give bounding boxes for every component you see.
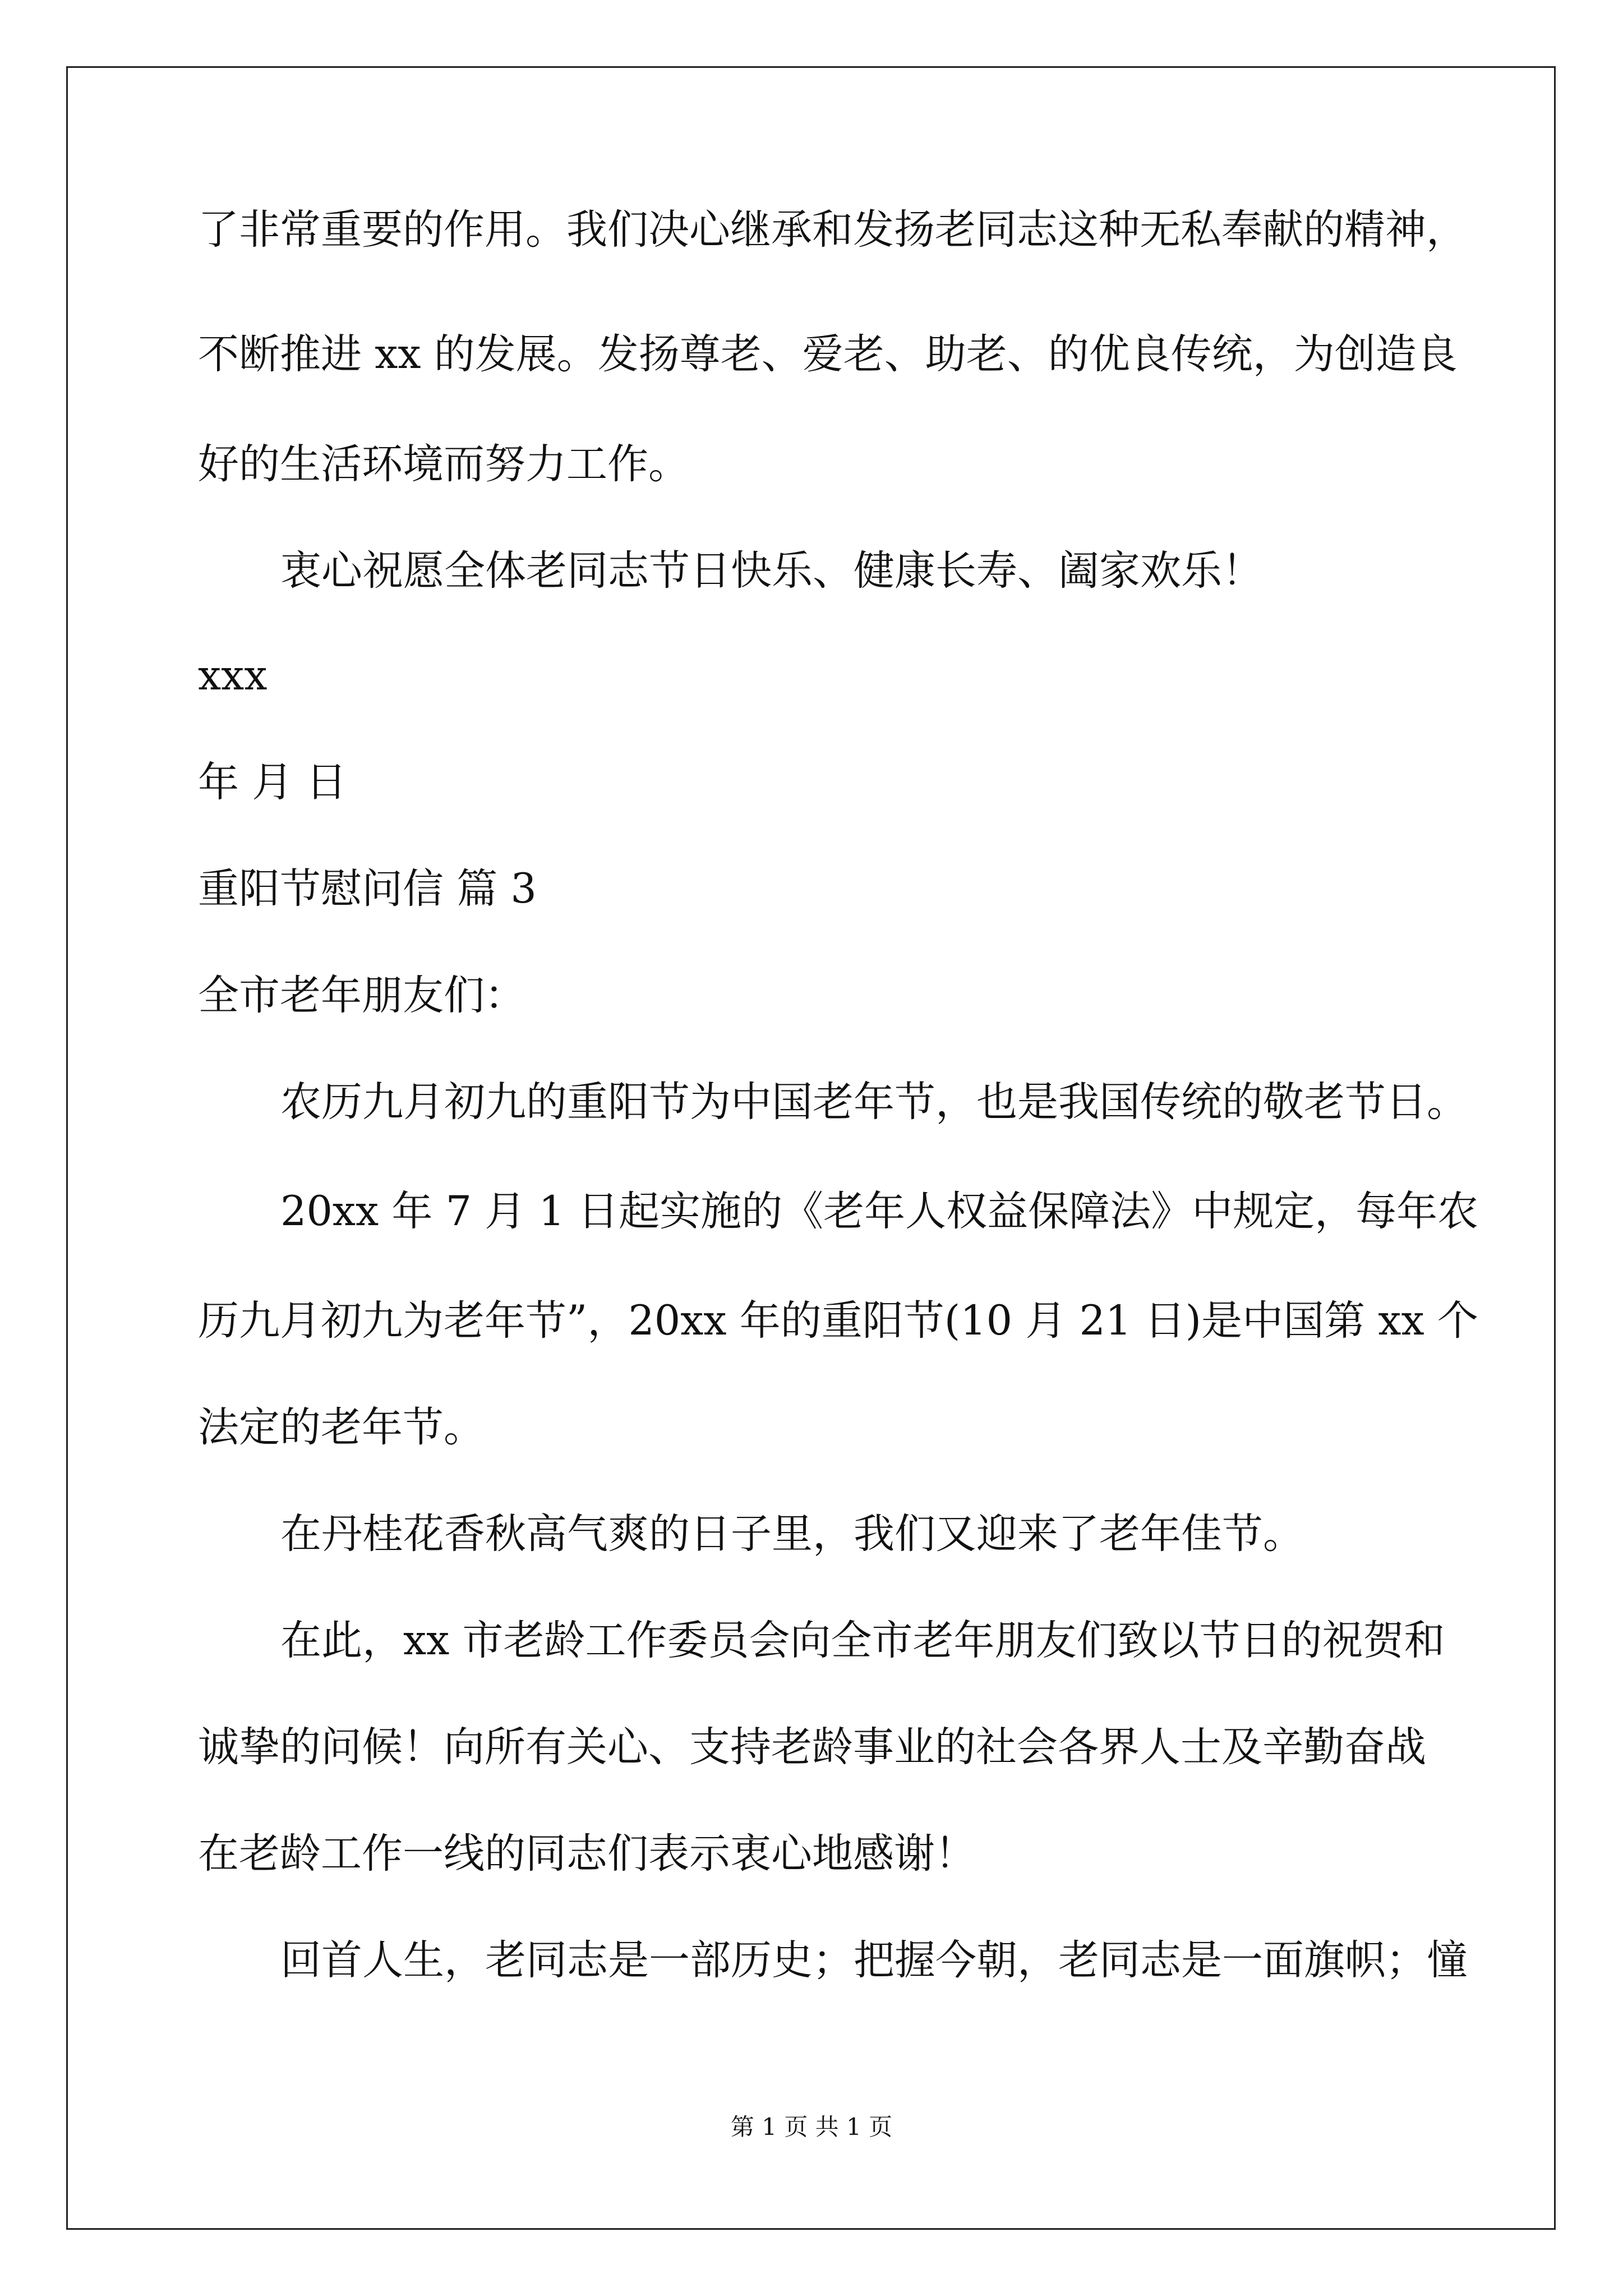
- text-line: 回首人生，老同志是一部历史；把握今朝，老同志是一面旗帜；憧: [280, 1936, 1468, 1984]
- page-border: [66, 66, 1556, 2230]
- text-line: 农历九月初九的重阳节为中国老年节，也是我国传统的敬老节日。: [280, 1078, 1468, 1126]
- text-line: 在老龄工作一线的同志们表示衷心地感谢！: [198, 1830, 976, 1878]
- text-line: 在丹桂花香秋高气爽的日子里，我们又迎来了老年佳节。: [280, 1510, 1304, 1558]
- text-line: 历九月初九为老年节”，20xx 年的重阳节(10 月 21 日)是中国第 xx 个: [198, 1297, 1478, 1345]
- page-number-footer: 第 1 页 共 1 页: [730, 2113, 893, 2141]
- text-line: 诚挚的问候！向所有关心、支持老龄事业的社会各界人士及辛勤奋战: [198, 1723, 1426, 1771]
- signature-date: 年 月 日: [198, 758, 347, 806]
- text-line: 不断推进 xx 的发展。发扬尊老、爱老、助老、的优良传统，为创造良: [198, 330, 1458, 378]
- text-line: 在此，xx 市老龄工作委员会向全市老年朋友们致以节日的祝贺和: [280, 1617, 1445, 1664]
- text-line: 20xx 年 7 月 1 日起实施的《老年人权益保障法》中规定，每年农: [280, 1188, 1479, 1235]
- text-line: 法定的老年节。: [198, 1404, 485, 1451]
- text-line: 衷心祝愿全体老同志节日快乐、健康长寿、阖家欢乐！: [280, 547, 1263, 595]
- text-line: 好的生活环境而努力工作。: [198, 440, 689, 488]
- text-line: 了非常重要的作用。我们决心继承和发扬老同志这种无私奉献的精神，: [198, 206, 1467, 254]
- salutation: 全市老年朋友们：: [198, 972, 525, 1019]
- section-heading: 重阳节慰问信 篇 3: [198, 865, 537, 913]
- signature-name: xxx: [198, 652, 268, 700]
